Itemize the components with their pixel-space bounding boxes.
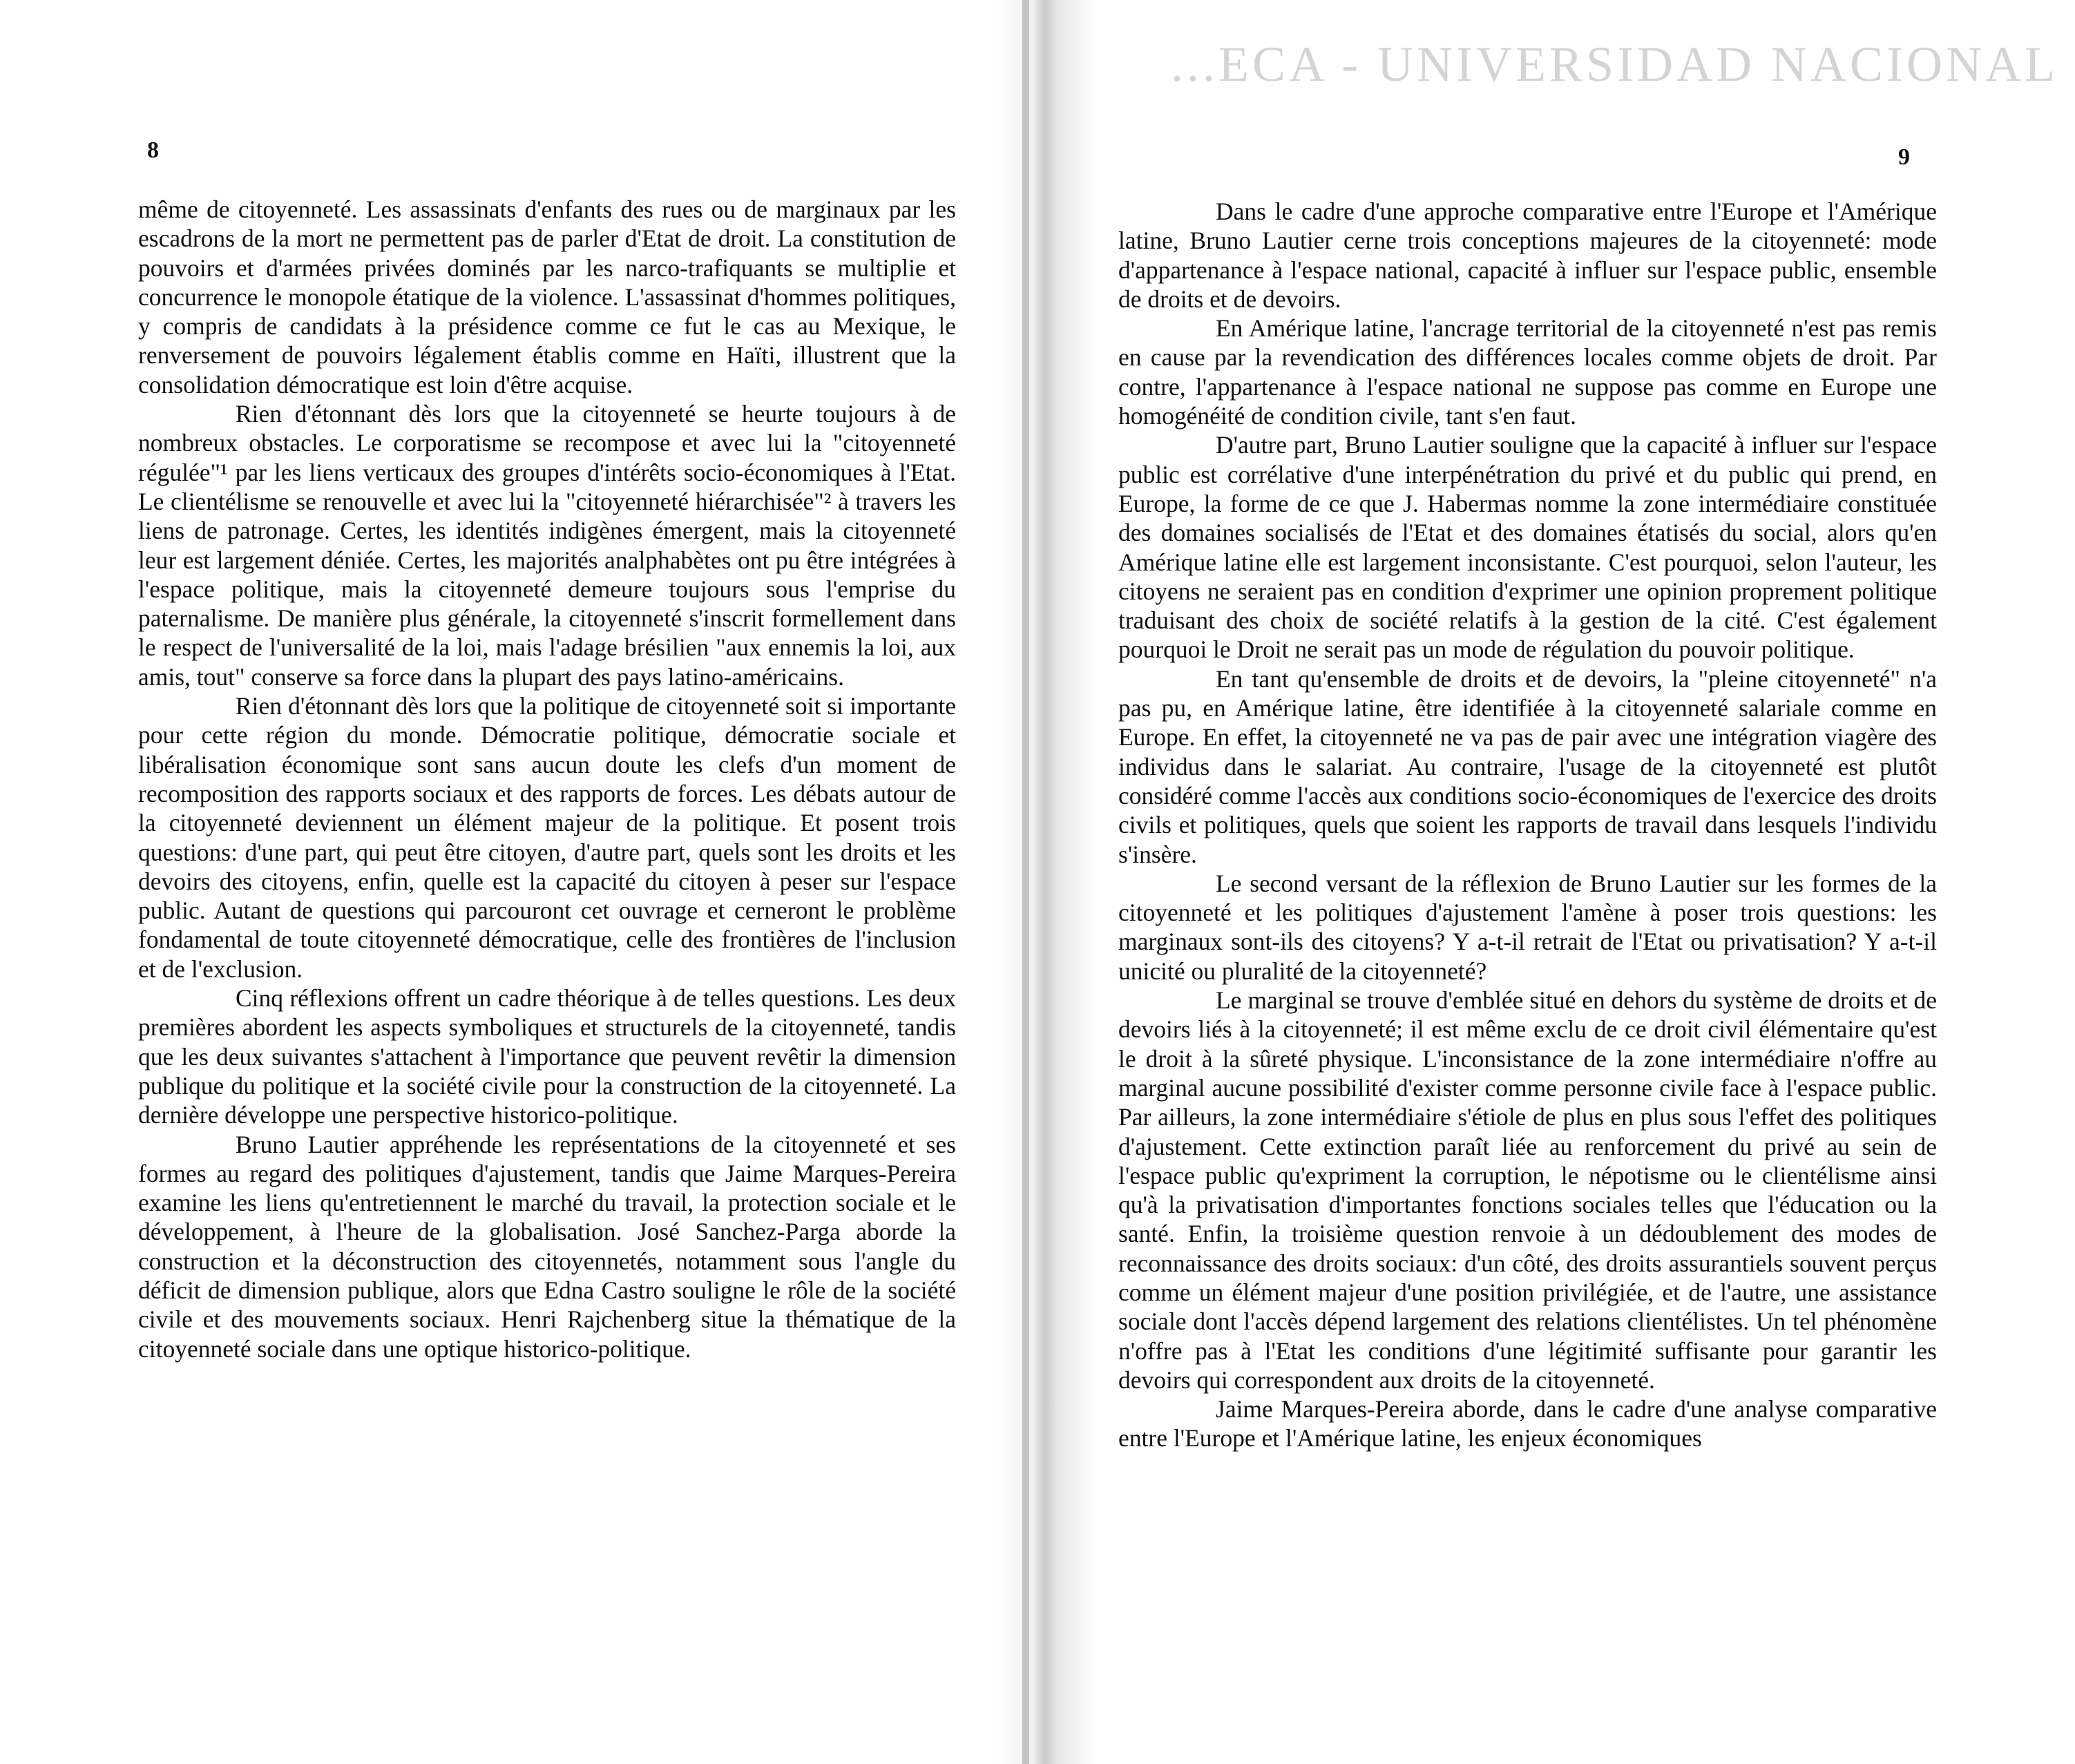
right-paragraph-7: Jaime Marques-Pereira aborde, dans le cadre d'une analyse comparative entre l'Europe et l'Amérique latine, les enjeux économiques	[1118, 1395, 1937, 1453]
right-page	[1064, 0, 2075, 1764]
right-paragraph-6: Le marginal se trouve d'emblée situé en dehors du système de droits et de devoirs liés à la citoyenneté; il est même exclu de ce droit civil élémentaire qu'est le droit à la sûreté physique. L'inconsistance de la zone intermédiaire n'offre au marginal aucune possibilité d'exister comme personne civile face à l'espace public. Par ailleurs, la zone intermédiaire s'étiole de plus en plus sous l'effet des politiques d'ajustement. Cette extinction paraît liée au renforcement du privé au sein de l'espace public qu'expriment la corruption, le népotisme ou le clientélisme ainsi qu'à la privatisation d'importantes fonctions sociales telles que l'éducation ou la santé. Enfin, la troisième question renvoie à un dédoublement des modes de reconnaissance des droits sociaux: d'un côté, des droits assurantiels souvent perçus comme un élément majeur d'une position privilégiée, et de l'autre, une assistance sociale dont l'accès dépend largement des relations clientélistes. Un tel phénomène n'offre pas à l'Etat les conditions d'une légitimité suffisante pour garantir les devoirs qui correspondent aux droits de la citoyenneté.	[1118, 986, 1937, 1394]
book-spine-line	[1022, 0, 1029, 1764]
left-paragraph-3: Rien d'étonnant dès lors que la politique de citoyenneté soit si importante pour cette région du monde. Démocratie politique, démocratie sociale et libéralisation économique sont sans aucun doute les clefs d'un moment de recomposition des rapports sociaux et des rapports de forces. Les débats autour de la citoyenneté deviennent un élément majeur de la politique. Et posent trois questions: d'une part, qui peut être citoyen, d'autre part, quels sont les droits et les devoirs des citoyens, enfin, quelle est la capacité du citoyen à peser sur l'espace public. Autant de questions qui parcouront cet ouvrage et cerneront le problème fondamental de toute citoyenneté démocratique, celle des frontières de l'inclusion et de l'exclusion.	[138, 692, 956, 983]
library-stamp-watermark: ...ECA - UNIVERSIDAD NACIONAL	[1171, 37, 2058, 92]
left-page-text	[138, 195, 956, 1363]
left-paragraph-1: même de citoyenneté. Les assassinats d'enfants des rues ou de marginaux par les escadrons de la mort ne permettent pas de parler d'Etat de droit. La constitution de pouvoirs et d'armées privées dominés par les narco-trafiquants se multiplie et concurrence le monopole étatique de la violence. L'assassinat d'hommes politiques, y compris de candidats à la présidence comme ce fut le cas au Mexique, le renversement de pouvoirs légalement établis comme en Haïti, illustrent que la consolidation démocratique est loin d'être acquise.	[138, 195, 956, 399]
left-paragraph-4: Cinq réflexions offrent un cadre théorique à de telles questions. Les deux premières abordent les aspects symboliques et structurels de la citoyenneté, tandis que les deux suivantes s'attachent à l'importance que peuvent revêtir la dimension publique du politique et la société civile pour la construction de la citoyenneté. La dernière développe une perspective historico-politique.	[138, 984, 956, 1129]
page-number-left: 8	[147, 137, 159, 163]
right-paragraph-1: Dans le cadre d'une approche comparative entre l'Europe et l'Amérique latine, Bruno Lautier cerne trois conceptions majeures de la citoyenneté: mode d'appartenance à l'espace national, capacité à influer sur l'espace public, ensemble de droits et de devoirs.	[1118, 198, 1937, 313]
right-paragraph-2: En Amérique latine, l'ancrage territorial de la citoyenneté n'est pas remis en cause par la revendication des différences locales comme objets de droit. Par contre, l'appartenance à l'espace national ne suppose pas comme en Europe une homogénéité de condition civile, tant s'en faut.	[1118, 314, 1937, 430]
left-paragraph-2: Rien d'étonnant dès lors que la citoyenneté se heurte toujours à de nombreux obstacles. Le corporatisme se recompose et avec lui la "citoyenneté régulée"¹ par les liens verticaux des groupes d'intérêts socio-économiques à l'Etat. Le clientélisme se renouvelle et avec lui la "citoyenneté hiérarchisée"² à travers les liens de patronage. Certes, les identités indigènes émergent, mais la citoyenneté leur est largement déniée. Certes, les majorités analphabètes ont pu être intégrées à l'espace politique, mais la citoyenneté demeure toujours sous l'emprise du paternalisme. De manière plus générale, la citoyenneté s'inscrit formellement dans le respect de l'universalité de la loi, mais l'adage brésilien "aux ennemis la loi, aux amis, tout" conserve sa force dans la plupart des pays latino-américains.	[138, 400, 956, 691]
right-page-text	[1118, 197, 1937, 1453]
left-page	[0, 0, 1022, 1764]
right-paragraph-5: Le second versant de la réflexion de Bruno Lautier sur les formes de la citoyenneté et les politiques d'ajustement l'amène à poser trois questions: les marginaux sont-ils des citoyens? Y a-t-il retrait de l'Etat ou privatisation? Y a-t-il unicité ou pluralité de la citoyenneté?	[1118, 869, 1937, 985]
right-paragraph-4: En tant qu'ensemble de droits et de devoirs, la "pleine citoyenneté" n'a pas pu, en Amérique latine, être identifiée à la citoyenneté salariale comme en Europe. En effet, la citoyenneté ne va pas de pair avec une intégration viagère des individus dans le salariat. Au contraire, l'usage de la citoyenneté est plutôt considéré comme l'accès aux conditions socio-économiques de l'exercice des droits civils et politiques, quels que soient les rapports de travail dans lesquels l'individu s'insère.	[1118, 664, 1937, 868]
left-paragraph-5: Bruno Lautier appréhende les représentations de la citoyenneté et ses formes au regard des politiques d'ajustement, tandis que Jaime Marques-Pereira examine les liens qu'entretiennent le marché du travail, la protection sociale et le développement, à l'heure de la globalisation. José Sanchez-Parga aborde la construction et la déconstruction des citoyennetés, notamment sous l'angle du déficit de dimension publique, alors que Edna Castro souligne le rôle de la société civile et des mouvements sociaux. Henri Rajchenberg situe la thématique de la citoyenneté sociale dans une optique historico-politique.	[138, 1130, 956, 1363]
right-paragraph-3: D'autre part, Bruno Lautier souligne que la capacité à influer sur l'espace public est corrélative d'une interpénétration du privé et du public qui prend, en Europe, la forme de ce que J. Habermas nomme la zone intermédiaire constituée des domaines socialisés de l'Etat et des domaines étatisés du social, alors qu'en Amérique latine elle est largement inconsistante. C'est pourquoi, selon l'auteur, les citoyens ne seraient pas en condition d'exprimer une opinion proprement politique traduisant des choix de société relatifs à la gestion de la cité. C'est également pourquoi le Droit ne serait pas un mode de régulation du pouvoir politique.	[1118, 431, 1937, 664]
page-number-right: 9	[1898, 144, 1910, 170]
